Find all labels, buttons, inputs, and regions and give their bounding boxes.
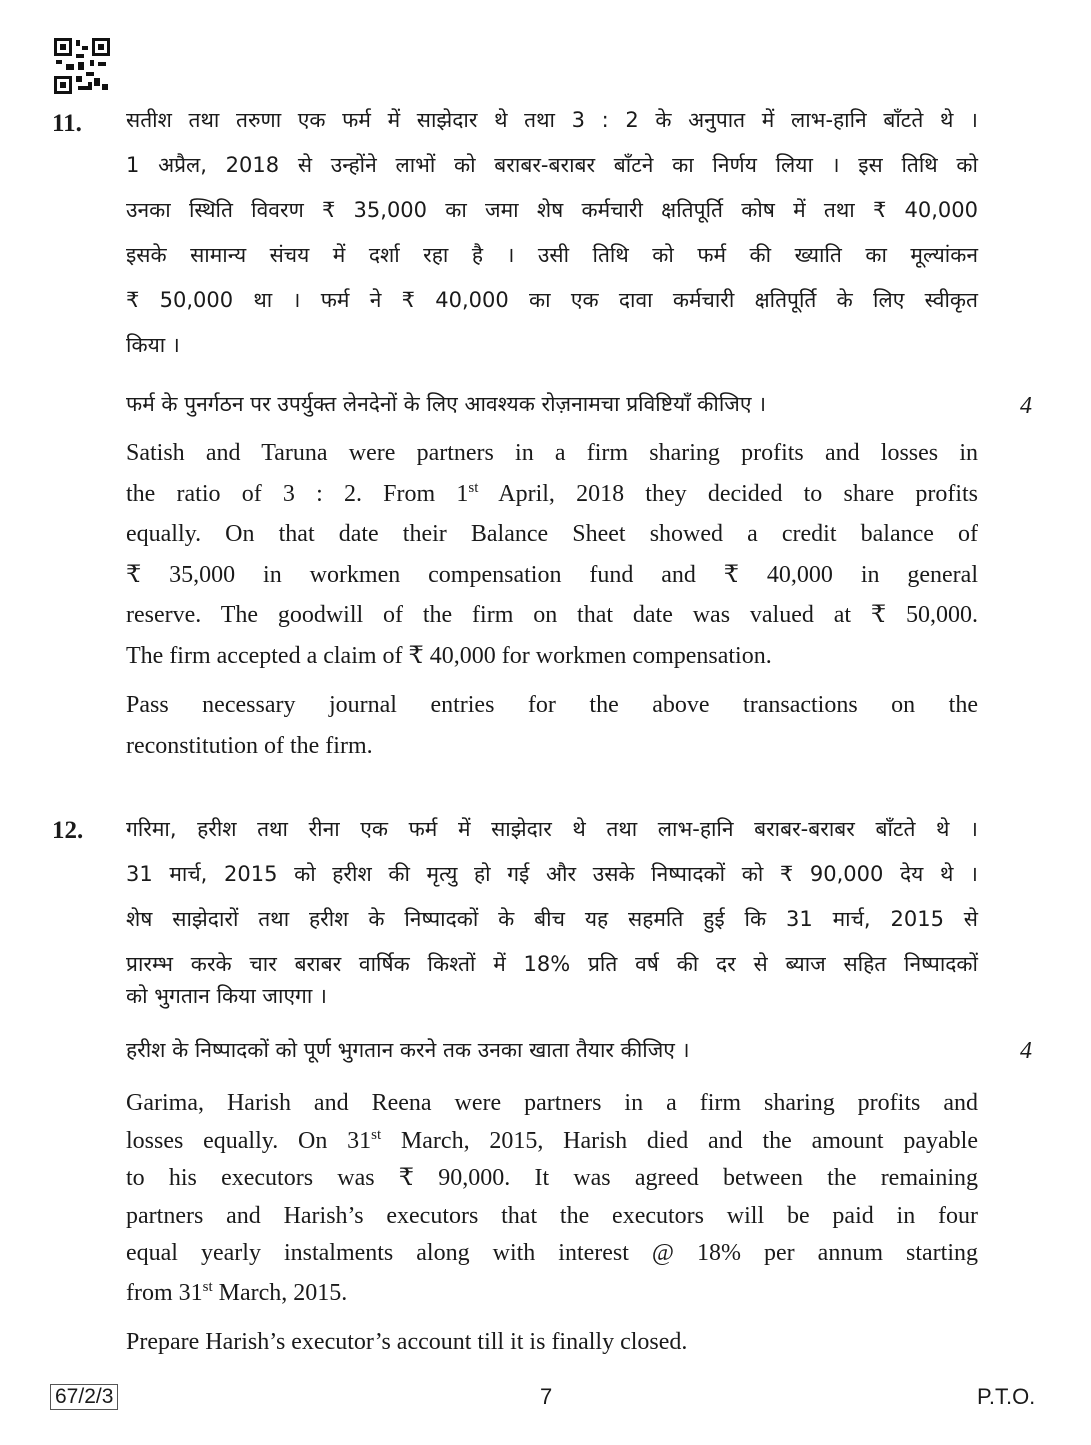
text-line — [126, 1123, 978, 1161]
question-11-english-end: The firm accepted a claim of ₹ 40,000 for workmen compensation. — [126, 643, 772, 669]
question-12-hindi-instruction: हरीश के निष्पादकों को पूर्ण भुगतान करने तक उनका खाता तैयार कीजिए । — [126, 1038, 690, 1062]
text-segment: March, 2015, Harish died and the amount payable — [381, 1127, 978, 1154]
text-line: ₹ 50,000 था । फर्म ने ₹ 40,000 का एक दावा कर्मचारी क्षतिपूर्ति के लिए स्वीकृत — [126, 288, 978, 312]
text-segment: the ratio of 3 : 2. From 1 — [126, 480, 469, 507]
text-line: Garima, Harish and Reena were partners in a firm sharing profits and — [126, 1090, 978, 1116]
text-line: प्रारम्भ करके चार बराबर वार्षिक किश्तों में 18% प्रति वर्ष की दर से ब्याज सहित निष्पादकों — [126, 952, 978, 976]
question-12-english-instruction: Prepare Harish’s executor’s account till it is finally closed. — [126, 1329, 688, 1355]
question-11-hindi — [126, 98, 978, 323]
text-line: शेष साझेदारों तथा हरीश के निष्पादकों के बीच यह सहमति हुई कि 31 मार्च, 2015 से — [126, 907, 978, 931]
text-segment: from 31 — [126, 1280, 203, 1306]
marks-label: 4 — [1020, 1038, 1032, 1064]
superscript: st — [202, 1279, 213, 1295]
question-12-hindi-end: को भुगतान किया जाएगा । — [126, 984, 327, 1008]
text-line: Satish and Taruna were partners in a firm sharing profits and losses in — [126, 440, 978, 466]
text-segment: March, 2015. — [212, 1280, 348, 1306]
page-number: 7 — [540, 1384, 553, 1409]
question-12-hindi — [126, 807, 978, 987]
text-line: उनका स्थिति विवरण ₹ 35,000 का जमा शेष कर्मचारी क्षतिपूर्ति कोष में तथा ₹ 40,000 — [126, 198, 978, 222]
text-line: सतीश तथा तरुणा एक फर्म में साझेदार थे तथा 3 : 2 के अनुपात में लाभ-हानि बाँटते थे । — [126, 108, 978, 132]
text-line — [126, 474, 978, 515]
question-11-english — [126, 433, 978, 636]
text-segment: losses equally. On 31 — [126, 1127, 372, 1154]
pto-label: P.T.O. — [977, 1384, 1036, 1409]
text-line: Pass necessary journal entries for the above transactions on the — [126, 692, 978, 718]
text-line: 31 मार्च, 2015 को हरीश की मृत्यु हो गई और उसके निष्पादकों को ₹ 90,000 देय थे । — [126, 862, 978, 886]
question-12-english — [126, 1085, 978, 1273]
text-line: equally. On that date their Balance Sheet showed a credit balance of — [126, 521, 978, 547]
marks-label: 4 — [1020, 393, 1032, 419]
question-12-english-end — [126, 1273, 978, 1314]
question-number: 12. — [52, 817, 84, 844]
superscript: st — [371, 1126, 382, 1143]
question-number: 11. — [52, 110, 82, 137]
question-11-hindi-end: किया । — [126, 333, 180, 357]
text-segment: April, 2018 they decided to share profits — [478, 480, 979, 507]
text-line: 1 अप्रैल, 2018 से उन्होंने लाभों को बराबर-बराबर बाँटने का निर्णय लिया । इस तिथि को — [126, 153, 978, 177]
text-line: ₹ 35,000 in workmen compensation fund and ₹ 40,000 in general — [126, 561, 978, 588]
paper-code: 67/2/3 — [50, 1384, 118, 1410]
text-line: गरिमा, हरीश तथा रीना एक फर्म में साझेदार थे तथा लाभ-हानि बराबर-बराबर बाँटते थे । — [126, 817, 978, 841]
text-line: to his executors was ₹ 90,000. It was agreed between the remaining — [126, 1165, 978, 1191]
text-line: equal yearly instalments along with interest @ 18% per annum starting — [126, 1240, 978, 1266]
qr-code-icon — [54, 38, 110, 94]
question-11-hindi-instruction: फर्म के पुनर्गठन पर उपर्युक्त लेनदेनों के लिए आवश्यक रोज़नामचा प्रविष्टियाँ कीजिए । — [126, 392, 767, 416]
text-line: reserve. The goodwill of the firm on that date was valued at ₹ 50,000. — [126, 602, 978, 628]
text-line: partners and Harish’s executors that the executors will be paid in four — [126, 1202, 978, 1229]
text-line: इसके सामान्य संचय में दर्शा रहा है । उसी तिथि को फर्म की ख्याति का मूल्यांकन — [126, 243, 978, 267]
question-11-english-instruction-end: reconstitution of the firm. — [126, 733, 373, 759]
superscript: st — [468, 479, 479, 496]
question-11-english-instruction — [126, 685, 978, 726]
